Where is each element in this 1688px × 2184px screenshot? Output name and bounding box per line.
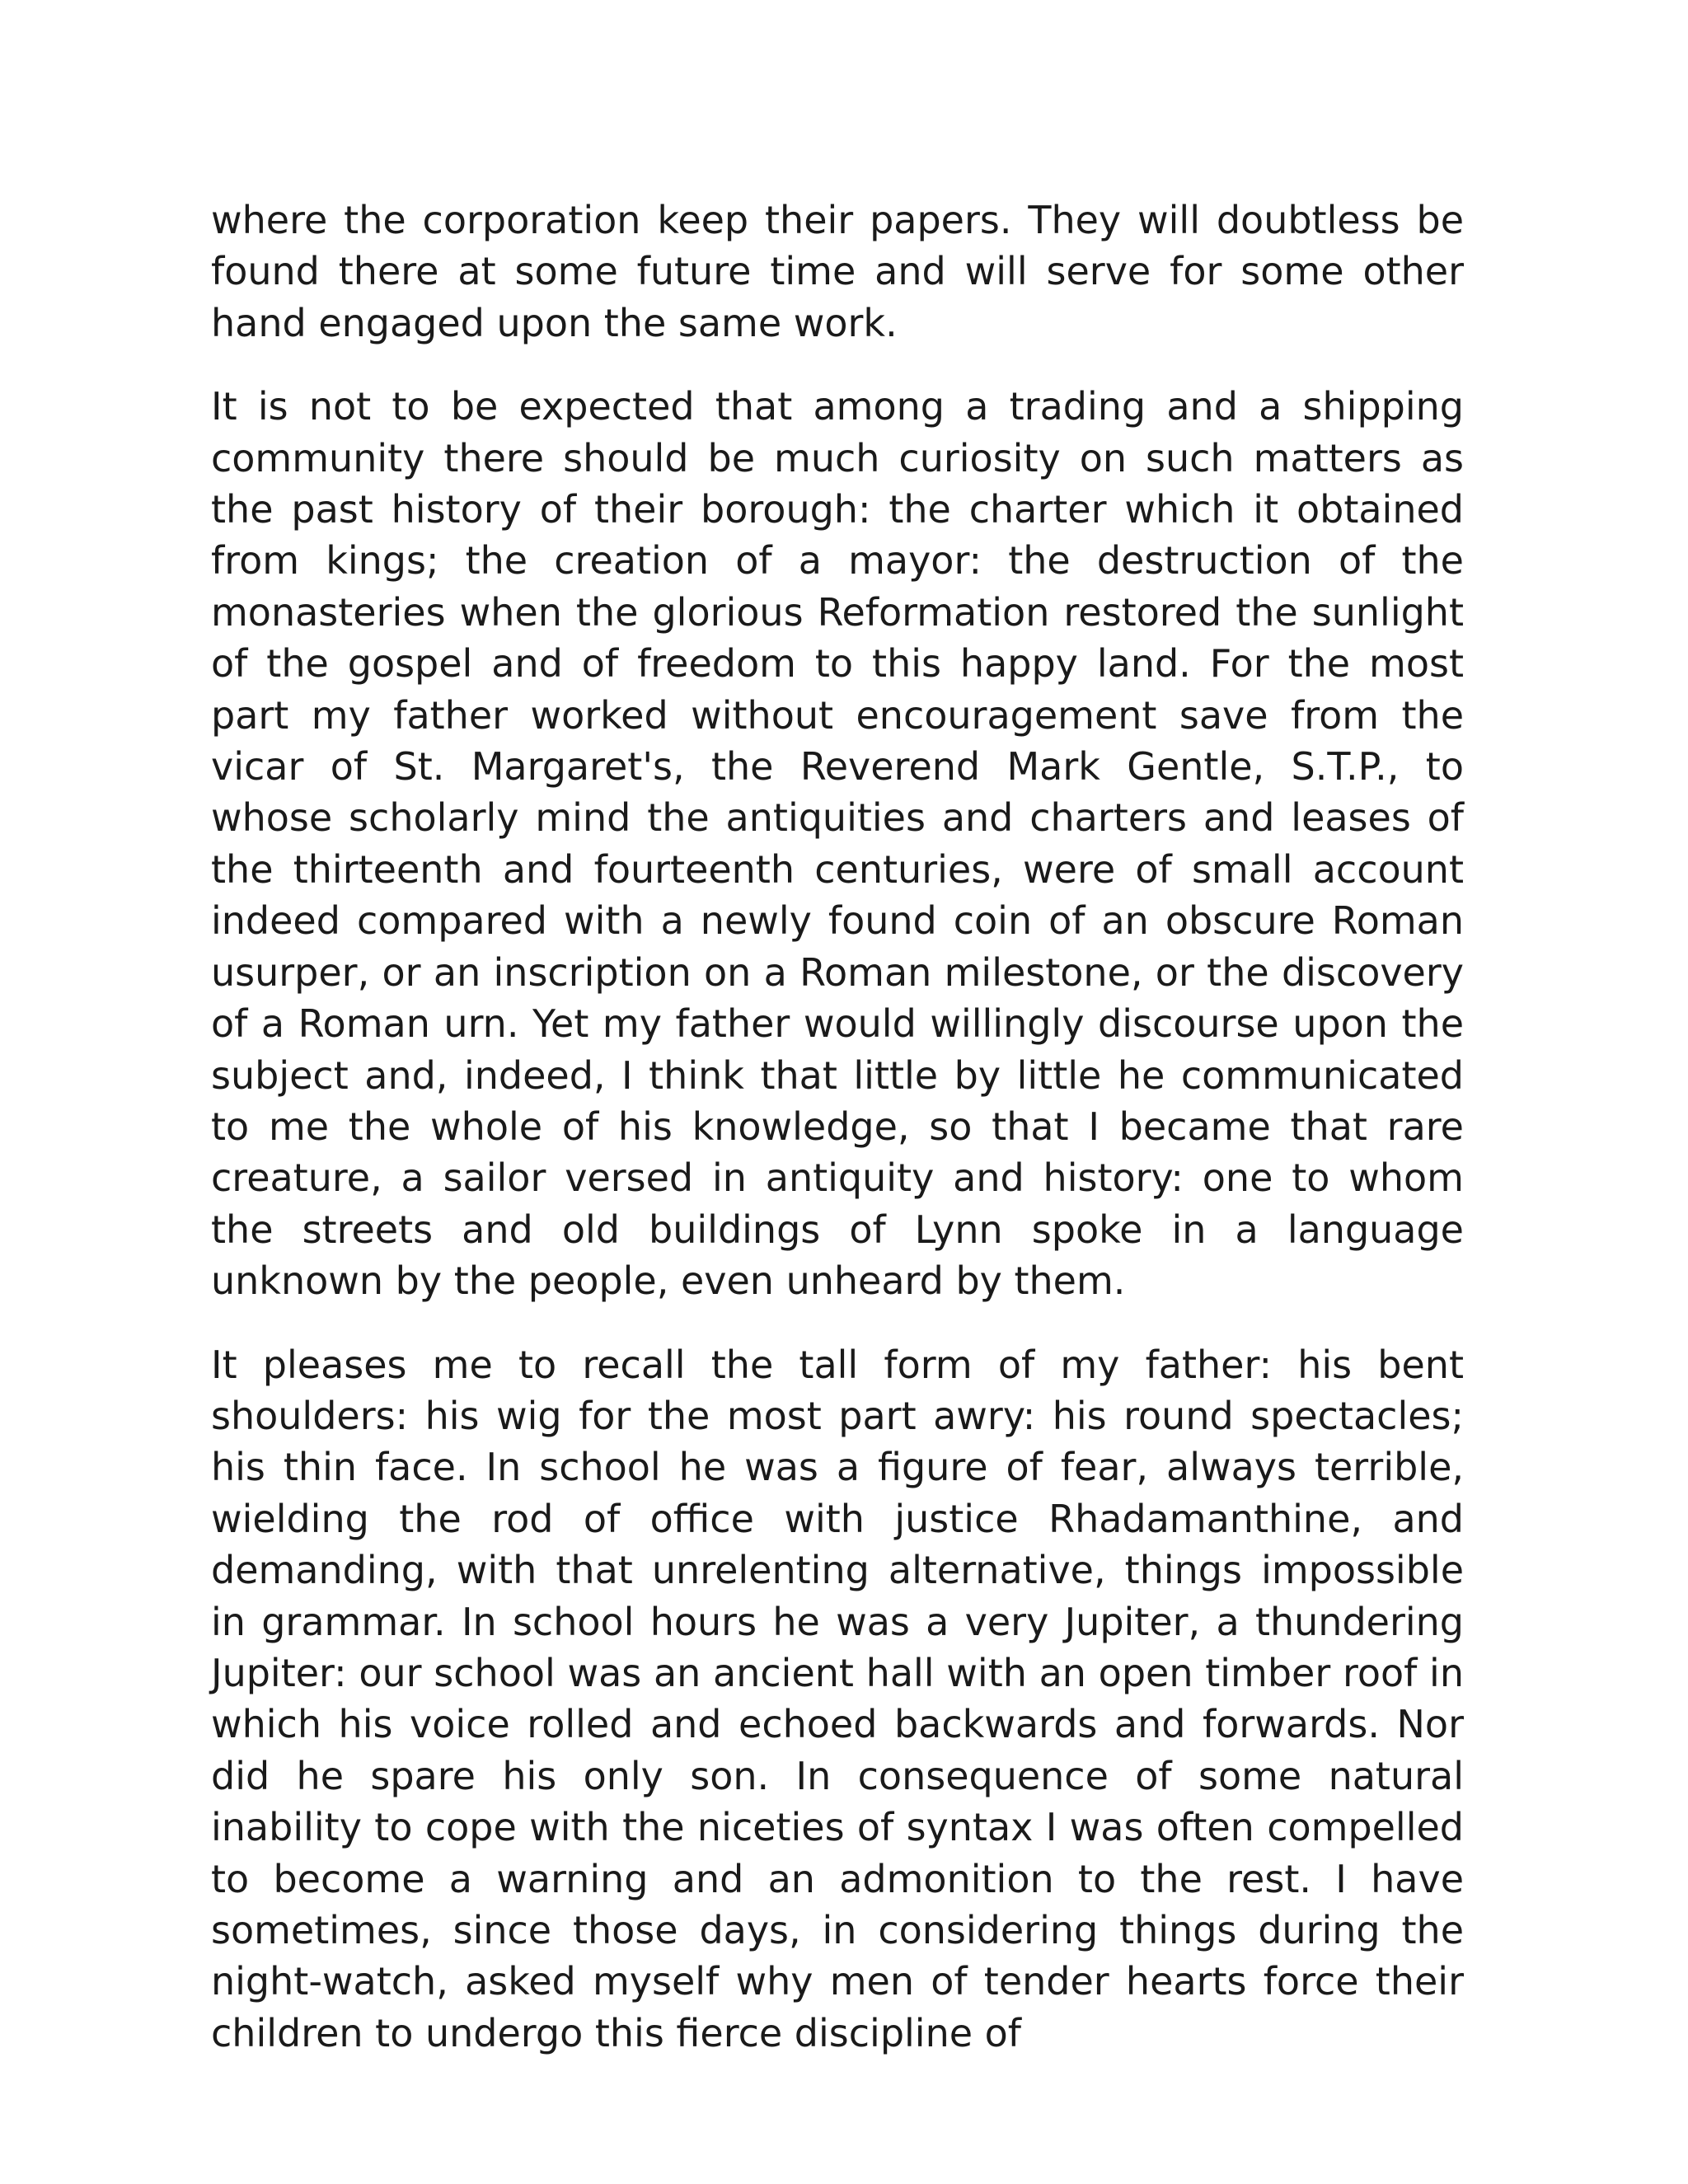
paragraph-1: where the corporation keep their papers. They will doubtless be found there at some future time and will serve for some other hand engaged upon the same work. — [211, 198, 1464, 345]
page-body — [211, 194, 1464, 2059]
paragraph-2: It is not to be expected that among a trading and a shipping community there should be much curiosity on such matters as the past history of their borough: the charter which it obtained from kings; the creation of a mayor: the destruction of the monasteries when the glorious Reformation restored the sunlight of the gospel and of freedom to this happy land. For the most part my father worked without encouragement save from the vicar of St. Margaret's, the Reverend Mark Gentle, S.T.P., to whose scholarly mind the antiquities and charters and leases of the thirteenth and fourteenth centuries, were of small account indeed compared with a newly found coin of an obscure Roman usurper, or an inscription on a Roman milestone, or the discovery of a Roman urn. Yet my father would willingly discourse upon the subject and, indeed, I think that little by little he communicated to me the whole of his knowledge, so that I became that rare creature, a sailor versed in antiquity and history: one to whom the streets and old buildings of Lynn spoke in a language unknown by the people, even unheard by them. — [211, 384, 1464, 1304]
paragraph-3: It pleases me to recall the tall form of my father: his bent shoulders: his wig for the most part awry: his round spectacles; his thin face. In school he was a figure of fear, always terrible, wielding the rod of office with justice Rhadamanthine, and demanding, with that unrelenting alternative, things impossible in grammar. In school hours he was a very Jupiter, a thundering Jupiter: our school was an ancient hall with an open timber roof in which his voice rolled and echoed backwards and forwards. Nor did he spare his only son. In consequence of some natural inability to cope with the niceties of syntax I was often compelled to become a warning and an admonition to the rest. I have sometimes, since those days, in considering things during the night-watch, asked myself why men of tender hearts force their children to undergo this fierce discipline of — [211, 1342, 1464, 2055]
